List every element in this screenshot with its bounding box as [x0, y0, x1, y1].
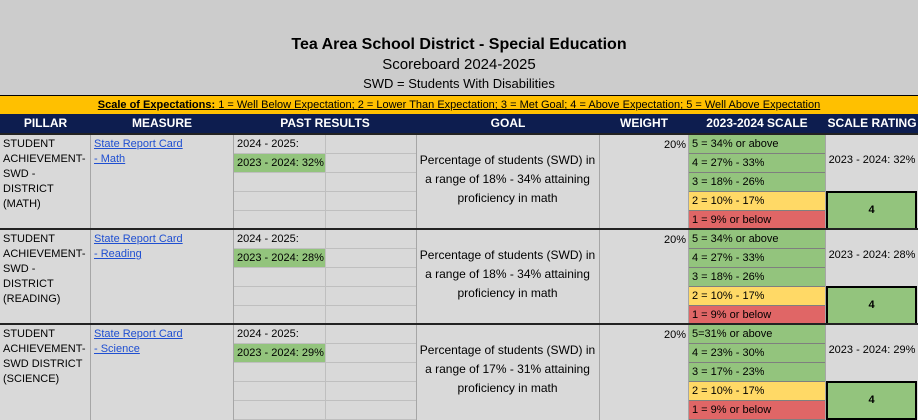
past-result-empty: [325, 401, 416, 419]
scale-item: 4 = 23% - 30%: [689, 344, 825, 363]
scale-rating-result: 2023 - 2024: 28%: [828, 249, 916, 261]
past-results-row: [234, 287, 416, 306]
scale-rating-badge: 4: [826, 381, 917, 420]
goal-text: Percentage of students (SWD) in a range of 17% - 31% attaining proficiency in math: [419, 343, 596, 395]
past-results-row: [234, 363, 416, 382]
scale-item: 2 = 10% - 17%: [689, 287, 825, 306]
past-result-value: [234, 173, 325, 191]
col-header-pillar: PILLAR: [23, 116, 68, 130]
col-header-goal: GOAL: [490, 116, 526, 130]
past-result-empty: [325, 154, 416, 172]
pillar-line: STUDENT: [3, 233, 55, 245]
state-report-card-link[interactable]: [94, 137, 186, 167]
measure-link-line[interactable]: - Science: [94, 343, 140, 355]
measure-link-line[interactable]: - Math: [94, 153, 126, 165]
pillar-cell: [3, 137, 89, 212]
past-results-row: [234, 344, 416, 363]
past-result-value: [234, 287, 325, 305]
pillar-line: STUDENT: [3, 328, 55, 340]
pillar-line: (READING): [3, 293, 61, 305]
scale-item: 3 = 18% - 26%: [689, 268, 825, 287]
past-results-row: [234, 135, 416, 154]
scale-item: 1 = 9% or below: [689, 211, 825, 230]
page-subtitle: Scoreboard 2024-2025: [382, 56, 536, 73]
scale-item: 3 = 17% - 23%: [689, 363, 825, 382]
scale-item: 5 = 34% or above: [689, 135, 825, 154]
goal-text: Percentage of students (SWD) in a range of 18% - 34% attaining proficiency in math: [419, 153, 596, 205]
measure-link-line[interactable]: State Report Card: [94, 138, 183, 150]
past-results-row: [234, 268, 416, 287]
state-report-card-link[interactable]: [94, 327, 186, 357]
scale-bar-label: Scale of Expectations:: [97, 99, 216, 111]
past-results-row: [234, 154, 416, 173]
scale-item: 1 = 9% or below: [689, 401, 825, 420]
measure-cell: [94, 137, 186, 167]
scale-item: 2 = 10% - 17%: [689, 382, 825, 401]
past-result-empty: [325, 306, 416, 324]
scoreboard-row: [0, 323, 918, 418]
state-report-card-link[interactable]: [94, 232, 186, 262]
scoreboard-row: [0, 228, 918, 323]
grid-line: [90, 135, 91, 230]
past-result-value: [234, 382, 325, 400]
past-result-value: 2023 - 2024: 32%: [234, 154, 325, 172]
scale-of-expectations-bar: [0, 95, 918, 114]
past-result-empty: [325, 287, 416, 305]
past-results-row: [234, 249, 416, 268]
scale-item: 5=31% or above: [689, 325, 825, 344]
past-result-value: [234, 401, 325, 419]
col-header-scale-rating: SCALE RATING: [827, 116, 917, 130]
pillar-line: ACHIEVEMENT-: [3, 343, 86, 355]
scale-item: 4 = 27% - 33%: [689, 249, 825, 268]
pillar-cell: [3, 327, 89, 387]
col-header-measure: MEASURE: [131, 116, 192, 130]
col-header-past-results: PAST RESULTS: [280, 116, 370, 130]
pillar-line: (MATH): [3, 198, 41, 210]
past-result-value: [234, 211, 325, 229]
past-result-empty: [325, 230, 416, 248]
column-headers: [0, 114, 918, 133]
past-results-row: [234, 230, 416, 249]
scale-rating-badge: 4: [826, 286, 917, 325]
pillar-line: SWD - DISTRICT: [3, 168, 54, 195]
grid-line: [90, 230, 91, 325]
weight-value: 20%: [663, 234, 686, 246]
scale-rating-result: 2023 - 2024: 32%: [828, 154, 916, 166]
pillar-line: SWD DISTRICT: [3, 358, 83, 370]
past-result-empty: [325, 268, 416, 286]
measure-link-line[interactable]: State Report Card: [94, 233, 183, 245]
past-result-empty: [325, 211, 416, 229]
pillar-line: STUDENT: [3, 138, 55, 150]
scoreboard-row: [0, 133, 918, 228]
past-result-value: 2024 - 2025:: [237, 138, 299, 150]
past-results-row: [234, 382, 416, 401]
past-result-value: [234, 306, 325, 324]
past-result-empty: [325, 249, 416, 267]
weight-value: 20%: [663, 329, 686, 341]
scale-item: 1 = 9% or below: [689, 306, 825, 325]
measure-cell: [94, 232, 186, 262]
past-result-value: 2024 - 2025:: [237, 328, 299, 340]
past-result-empty: [325, 382, 416, 400]
pillar-cell: [3, 232, 89, 307]
past-result-value: [234, 268, 325, 286]
scale-item: 3 = 18% - 26%: [689, 173, 825, 192]
past-result-empty: [325, 325, 416, 343]
past-result-empty: [325, 135, 416, 153]
pillar-line: (SCIENCE): [3, 373, 60, 385]
past-result-empty: [325, 173, 416, 191]
past-results-row: [234, 325, 416, 344]
past-result-empty: [325, 363, 416, 381]
grid-line: [90, 325, 91, 420]
measure-cell: [94, 327, 186, 357]
past-result-value: 2024 - 2025:: [237, 233, 299, 245]
scale-bar-text: 1 = Well Below Expectation; 2 = Lower Than Expectation; 3 = Met Goal; 4 = Above Expectation; 5 = Well Above Expectation: [215, 99, 821, 111]
past-result-empty: [325, 344, 416, 362]
pillar-line: ACHIEVEMENT-: [3, 248, 86, 260]
scale-item: 2 = 10% - 17%: [689, 192, 825, 211]
page-title: Tea Area School District - Special Education: [291, 36, 627, 53]
col-header-weight: WEIGHT: [620, 116, 668, 130]
past-results-row: [234, 173, 416, 192]
past-results-row: [234, 192, 416, 211]
past-results-row: [234, 401, 416, 420]
pillar-line: SWD - DISTRICT: [3, 263, 54, 290]
scale-item: 4 = 27% - 33%: [689, 154, 825, 173]
measure-link-line[interactable]: State Report Card: [94, 328, 183, 340]
past-result-value: [234, 363, 325, 381]
scale-item: 5 = 34% or above: [689, 230, 825, 249]
scale-rating-badge: 4: [826, 191, 917, 230]
scoreboard-header: [0, 0, 918, 95]
scale-rating-result: 2023 - 2024: 29%: [828, 344, 916, 356]
past-result-value: 2023 - 2024: 28%: [234, 249, 325, 267]
col-header-scale: 2023-2024 SCALE: [706, 116, 808, 130]
measure-link-line[interactable]: - Reading: [94, 248, 142, 260]
past-result-value: [234, 192, 325, 210]
pillar-line: ACHIEVEMENT-: [3, 153, 86, 165]
weight-value: 20%: [663, 139, 686, 151]
goal-text: Percentage of students (SWD) in a range of 18% - 34% attaining proficiency in math: [419, 248, 596, 300]
past-result-empty: [325, 192, 416, 210]
past-result-value: 2023 - 2024: 29%: [234, 344, 325, 362]
page-subtitle-swd: SWD = Students With Disabilities: [363, 76, 555, 91]
